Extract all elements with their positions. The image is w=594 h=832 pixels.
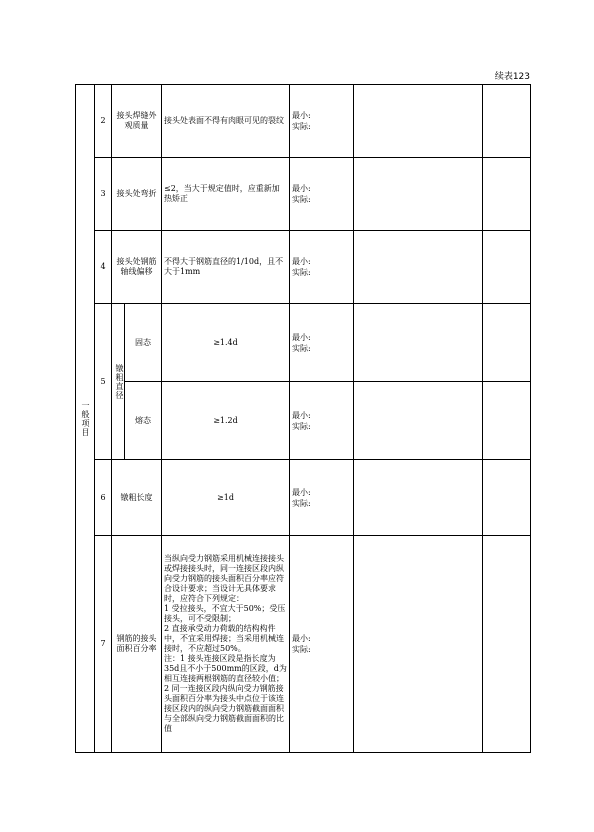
blank-cell[interactable]	[354, 231, 483, 304]
blank-cell[interactable]	[483, 85, 531, 158]
group-label: 镦粗直径	[115, 363, 124, 400]
min-label: 最小:	[292, 257, 311, 266]
measurement-cell[interactable]	[290, 460, 354, 536]
min-label: 最小:	[292, 111, 311, 120]
blank-cell[interactable]	[354, 460, 483, 536]
table-row	[76, 85, 531, 158]
blank-cell[interactable]	[483, 382, 531, 460]
measurement-cell[interactable]	[290, 536, 354, 753]
blank-cell[interactable]	[354, 85, 483, 158]
group-label-cell	[112, 304, 125, 460]
standard-text: ≥1.2d	[162, 382, 290, 460]
table-row	[76, 158, 531, 231]
measurement-cell[interactable]	[290, 158, 354, 231]
blank-cell[interactable]	[483, 304, 531, 382]
measurement-cell[interactable]	[290, 304, 354, 382]
row-number: 7	[95, 536, 112, 753]
table-row	[76, 382, 531, 460]
table-row	[76, 460, 531, 536]
min-label: 最小:	[292, 634, 311, 643]
row-number: 5	[95, 304, 112, 460]
row-number: 2	[95, 85, 112, 158]
row-number: 3	[95, 158, 112, 231]
standard-text: ≥1d	[162, 460, 290, 536]
item-name: 接头处弯折	[112, 158, 162, 231]
standard-text: ≥1.4d	[162, 304, 290, 382]
item-name: 固态	[125, 304, 162, 382]
blank-cell[interactable]	[483, 460, 531, 536]
item-name: 接头处钢筋轴线偏移	[112, 231, 162, 304]
actual-label: 实际:	[292, 498, 311, 508]
blank-cell[interactable]	[354, 536, 483, 753]
standard-text: 接头处表面不得有肉眼可见的裂纹	[162, 85, 290, 158]
item-name: 钢筋的接头面积百分率	[112, 536, 162, 753]
measurement-cell[interactable]	[290, 231, 354, 304]
actual-label: 实际:	[292, 343, 311, 353]
actual-label: 实际:	[292, 195, 311, 204]
actual-label: 实际:	[292, 122, 311, 131]
blank-cell[interactable]	[354, 304, 483, 382]
actual-label: 实际:	[292, 645, 311, 654]
min-label: 最小:	[292, 184, 311, 193]
blank-cell[interactable]	[483, 158, 531, 231]
item-name: 接头焊缝外观质量	[112, 85, 162, 158]
min-label: 最小:	[292, 410, 311, 420]
inspection-table	[75, 84, 531, 753]
blank-cell[interactable]	[483, 231, 531, 304]
page-label: 续表123	[494, 72, 530, 82]
item-name: 镦粗长度	[112, 460, 162, 536]
row-number: 4	[95, 231, 112, 304]
measurement-cell[interactable]	[290, 85, 354, 158]
actual-label: 实际:	[292, 268, 311, 277]
table-row	[76, 536, 531, 753]
blank-cell[interactable]	[354, 158, 483, 231]
standard-text: 当纵向受力钢筋采用机械连接接头或焊接接头时，同一连接区段内纵向受力钢筋的接头面积百分率应符合设计要求；当设计无具体要求时，应符合下列规定： 1 受拉接头，不宜大于50%；受压接头，可不受限制； 2 直接承受动力荷载的结构构件中，不宜采用焊接；当采用机械连接时，不应超过50%。 注：1 接头连接区段是指长度为35d且不小于500mm的区段，d为相互连接两根钢筋的直径较小值； 2 同一连接区段内纵向受力钢筋接头面积百分率为接头中点位于该连接区段内的纵向受力钢筋截面面积与全部纵向受力钢筋截面面积的比值	[162, 536, 290, 753]
row-number: 6	[95, 460, 112, 536]
section-label: 一般项目	[81, 400, 90, 437]
blank-cell[interactable]	[483, 536, 531, 753]
min-label: 最小:	[292, 332, 311, 342]
item-name: 熔态	[125, 382, 162, 460]
standard-text: ≤2，当大于规定值时，应重新加热矫正	[162, 158, 290, 231]
measurement-cell[interactable]	[290, 382, 354, 460]
table-row	[76, 231, 531, 304]
section-label-cell	[76, 85, 95, 753]
actual-label: 实际:	[292, 421, 311, 431]
min-label: 最小:	[292, 487, 311, 497]
table-row	[76, 304, 531, 382]
standard-text: 不得大于钢筋直径的1/10d，且不大于1mm	[162, 231, 290, 304]
blank-cell[interactable]	[354, 382, 483, 460]
